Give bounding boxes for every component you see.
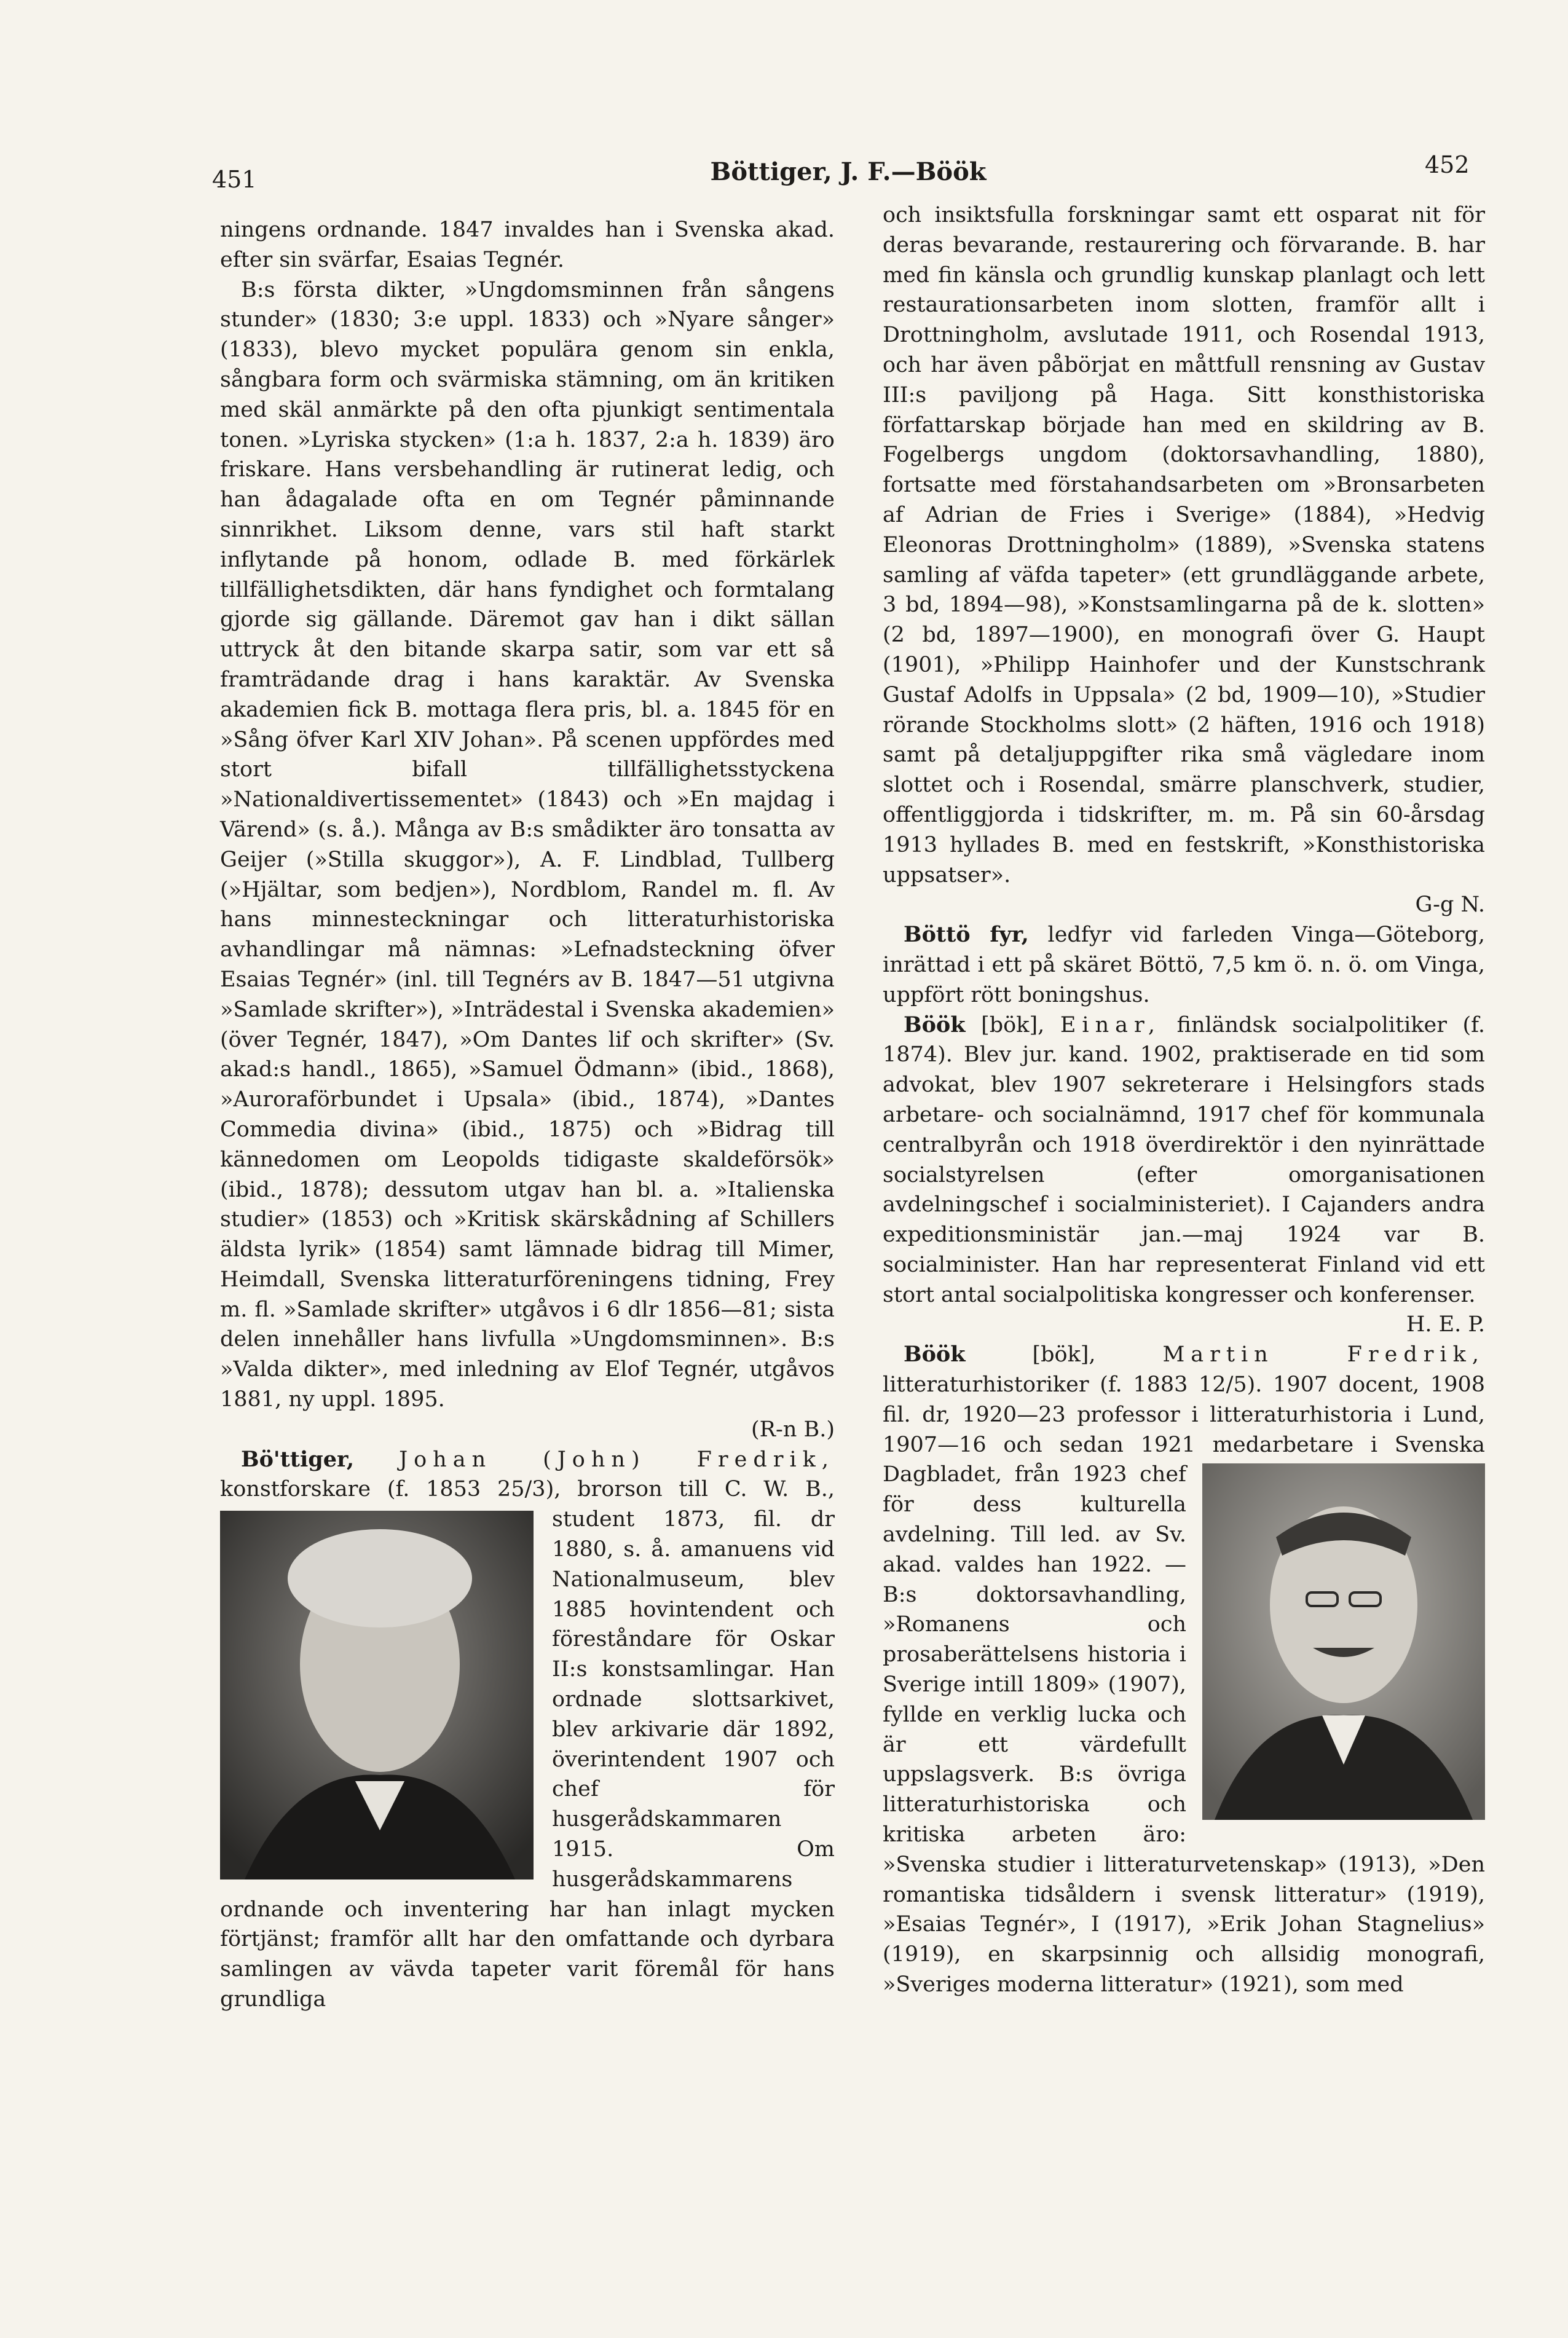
entry-name: Johan (John) Fredrik,	[399, 1447, 835, 1472]
paragraph	[220, 275, 835, 1445]
entry-pronunciation: [bök],	[1032, 1342, 1096, 1368]
portrait-photo-book	[1202, 1463, 1485, 1820]
portrait-image	[1202, 1463, 1485, 1820]
entry-book-martin	[883, 1340, 1485, 2000]
entry-headword: Bö'ttiger,	[241, 1446, 355, 1472]
author-signature: G-g N.	[1415, 892, 1485, 918]
entry-headword: Böttö fyr,	[904, 922, 1029, 948]
entry-intro: litteraturhistoriker (f. 1883 12/5). 1907 docent, 1908 fil. dr, 1920—23 professor i litteraturhistoria i Lund, 1907—16 och sedan 1921 medarbetare	[883, 1372, 1485, 1457]
entry-body: finländsk socialpolitiker (f. 1874). Blev jur. kand. 1902, praktiserade en tid som advokat, blev 1907 sekreterare i Helsingfors stads arbetare- och socialnämnd, 1917 chef för kommunala centralbyrån och 1918 överdirektör i den nyinrättade socialstyrelsen (efter omorganisationen avdelningschef i socialministeriet). I Cajanders andra expeditionsministär jan.—maj 1924 var B. socialminister. Han har representerat Finland vid ett stort antal socialpolitiska kongresser och konferenser.	[883, 1012, 1485, 1307]
paragraph-text: B:s första dikter, »Ungdomsminnen från sångens stunder» (1830; 3:e uppl. 1833) och »Nyare sånger» (1833), blevo mycket populära genom sin enkla, sångbara form och svärmiska stämning, om än kritiken med skäl anmärkte på den ofta pjunkigt sentimentala tonen. »Lyriska stycken» (1:a h. 1837, 2:a h. 1839) äro friskare. Hans versbehandling är rutinerat ledig, och han ådagalade ofta en om Tegnér påminnande sinnrikhet. Liksom denne, vars stil haft starkt inflytande på honom, odlade B. med förkärlek tillfällighetsdikten, där hans fyndighet och formtalang gjorde sig gällande. Däremot gav han i dikt sällan uttryck åt den bitande skarpa satir, som var ett så framträdande drag i hans karaktär. Av Svenska akademien fick B. mottaga flera pris, bl. a. 1845 för en »Sång öfver Karl XIV Johan». På scenen uppfördes med stort bifall tillfällighetsstyckena »Nationaldivertissementet» (1843) och »En majdag i Värend» (s. å.). Många av B:s smådikter äro tonsatta av Geijer (»Stilla skuggor»), A. F. Lindblad, Tullberg (»Hjältar, som bedjen»), Nordblom, Randel m. fl. Av hans minnesteckningar och litteraturhistoriska avhandlingar må nämnas: »Lefnadsteckning öfver Esaias Tegnér» (inl. till Tegnérs av B. 1847—51 utgivna »Samlade skrifter»), »Inträdestal i Svenska akademien» (över Tegnér, 1847), »Om Dantes lif och skrifter» (Sv. akad:s handl., 1865), »Samuel Ödmann» (ibid., 1868), »Auroraförbundet i Upsala» (ibid., 1874), »Dantes Commedia divina» (ibid., 1875) och »Bidrag till kännedomen om Leopolds tidigaste skaldeförsök» (ibid., 1878); dessutom utgav han bl. a. »Italienska studier» (1853) och »Kritisk skärskådning af Schillers äldsta lyrik» (1854) samt lämnade bidrag till Mimer, Heimdall, Svenska litteraturföreningens tidning, Frey m. fl. »Samlade skrifter» utgåvos i 6 dlr 1856—81; sista delen innehåller hans livfulla »Ungdomsminnen». B:s »Valda dikter», med inledning av Elof Tegnér, utgåvos 1881, ny uppl. 1895.	[220, 277, 835, 1412]
author-signature: (R-n B.)	[751, 1417, 835, 1442]
paragraph-text: och insiktsfulla forskningar samt ett osparat nit för deras bevarande, restaurering och förvarande. B. har med fin känsla och grundlig kunskap planlagt och lett restaurationsarbeten inom slotten, framför allt i Drottningholm, avslutade 1911, och Rosendal 1913, och har även påbörjat en måttfull rensning av Gustav III:s paviljong på Haga. Sitt konsthistoriska författarskap började han med en skildring av B. Fogelbergs ungdom (doktorsavhandling, 1880), fortsatte med förstahandsarbeten om »Bronsarbeten af Adrian de Fries i Sverige» (1884), »Hedvig Eleonoras Drottningholm» (1889), »Svenska statens samling af väfda tapeter» (ett grundläggande arbete, 3 bd, 1894—98), »Konstsamlingarna på de k. slotten» (2 bd, 1897—1900), en monografi över G. Haupt (1901), »Philipp Hainhofer und der Kunstschrank Gustaf Adolfs in Uppsala» (2 bd, 1909—10), »Studier rörande Stockholms slott» (2 häften, 1916 och 1918) samt på detaljuppgifter rika små vägledare inom slottet och i Rosendal, smärre planschverk, studier, offentliggjorda i tidskrifter, m. m. På sin 60-årsdag 1913 hyllades B. med en festskrift, »Konsthistoriska uppsatser».	[883, 203, 1485, 888]
portrait-image	[220, 1511, 534, 1879]
page-number-left: 451	[212, 166, 257, 193]
entry-intro: konstforskare (f. 1853 25/3), brorson till C. W. B.,	[220, 1477, 835, 1502]
page-number-right: 452	[1425, 151, 1470, 178]
paragraph	[883, 200, 1485, 920]
entry-headword: Böök	[904, 1342, 966, 1368]
entry-botto-fyr	[883, 920, 1485, 1010]
right-column	[883, 200, 1485, 2000]
paragraph: ningens ordnande. 1847 invaldes han i Svenska akad. efter sin svärfar, Esaias Tegnér.	[220, 218, 835, 272]
entry-bottiger-johan	[220, 1445, 835, 2015]
entry-body: ledfyr vid farleden Vinga—Göteborg, inrättad i ett på skäret Böttö, 7,5 km ö. n. ö. om Vinga, uppfört rött boningshus.	[883, 923, 1485, 1007]
entry-name: Einar,	[1060, 1012, 1162, 1037]
left-column	[220, 215, 835, 2015]
running-head: Böttiger, J. F.—Böök	[710, 157, 987, 186]
entry-pronunciation: [bök],	[981, 1012, 1045, 1037]
author-signature: H. E. P.	[1406, 1312, 1485, 1337]
portrait-photo-bottiger	[220, 1511, 534, 1879]
entry-body: i Svenska Dagbladet, från 1923 chef för dess kulturella avdelning. Till led. av Sv. akad. valdes han 1922. — B:s doktorsavhandling, »Romanens och prosaberättelsens historia i Sverige intill 1809» (1907), fyllde en verklig lucka och är ett värdefullt uppslagsverk. B:s övriga litteraturhistoriska och kritiska arbeten äro: »Svenska studier i litteraturvetenskap» (1913), »Den romantiska tidsåldern i svensk litteratur» (1919), »Esaias Tegnér», I (1917), »Erik Johan Stagnelius» (1919), en skarpsinnig och allsidig monografi, »Sveriges moderna litteratur» (1921), som med	[883, 1432, 1485, 1998]
entry-name: Martin Fredrik,	[1162, 1342, 1485, 1368]
entry-body: student 1873, fil. dr 1880, s. å. amanuens vid Nationalmuseum, blev 1885 hovintendent och föreståndare för Oskar II:s konstsamlingar. Han ordnade slottsarkivet, blev arkivarie där 1892, överintendent 1907 och chef för husgerådskammaren 1915. Om husgerådskammarens ordnande och inventering har han inlagt mycken förtjänst; framför allt har den omfattande och dyrbara samlingen av vävda tapeter varit föremål för hans grundliga	[220, 1507, 835, 2012]
entry-book-einar	[883, 1010, 1485, 1340]
entry-headword: Böök	[904, 1012, 966, 1037]
